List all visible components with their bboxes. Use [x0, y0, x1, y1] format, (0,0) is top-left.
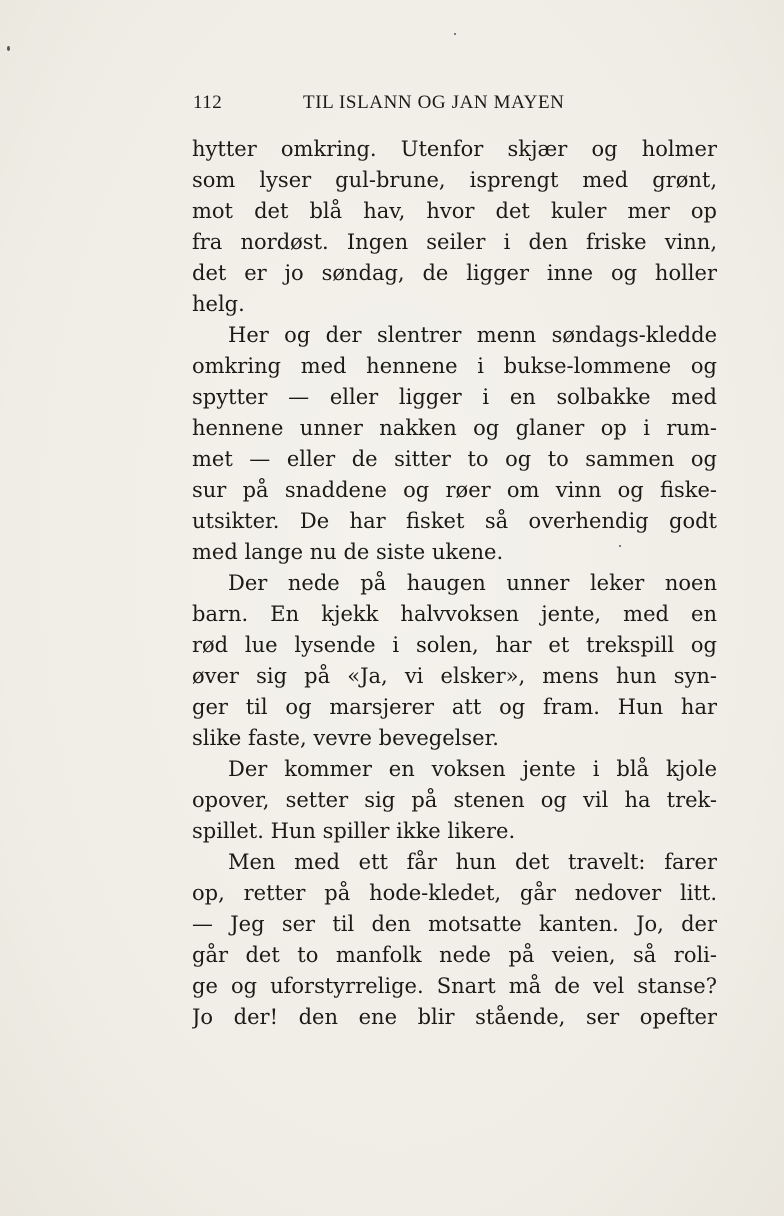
text-line: rød lue lysende i solen, har et trekspill og [192, 633, 717, 657]
text-line: Jo der! den ene blir stående, ser opefter [192, 1005, 717, 1029]
text-line: det er jo søndag, de ligger inne og holler [192, 261, 717, 285]
text-line: slike faste, vevre bevegelser. [192, 726, 499, 750]
page-number: 112 [193, 92, 223, 113]
text-line: hytter omkring. Utenfor skjær og holmer [192, 137, 717, 161]
text-line: som lyser gul-brune, isprengt med grønt, [192, 168, 717, 192]
text-line: hennene unner nakken og glaner op i rum- [192, 416, 717, 440]
running-head: TIL ISLANN OG JAN MAYEN [303, 92, 565, 113]
text-line: spytter — eller ligger i en solbakke med [192, 385, 717, 409]
text-line: op, retter på hode-kledet, går nedover litt. [192, 881, 717, 905]
text-line: Der nede på haugen unner leker noen [228, 571, 717, 595]
text-line: omkring med hennene i bukse-lommene og [192, 354, 717, 378]
text-line: går det to manfolk nede på veien, så roli- [192, 943, 717, 967]
text-line: sur på snaddene og røer om vinn og fiske- [192, 478, 717, 502]
body-text [192, 134, 717, 1033]
text-line: spillet. Hun spiller ikke likere. [192, 819, 516, 843]
text-line: med lange nu de siste ukene. [192, 540, 504, 564]
text-line: mot det blå hav, hvor det kuler mer op [192, 199, 717, 223]
text-line: — Jeg ser til den motsatte kanten. Jo, der [192, 912, 717, 936]
text-line: øver sig på «Ja, vi elsker», mens hun syn- [192, 664, 717, 688]
text-line: opover, setter sig på stenen og vil ha trek- [192, 788, 717, 812]
text-line: Der kommer en voksen jente i blå kjole [228, 757, 717, 781]
text-line: met — eller de sitter to og to sammen og [192, 447, 717, 471]
text-line: ge og uforstyrrelige. Snart må de vel stanse? [192, 974, 717, 998]
page-header [193, 92, 613, 116]
text-line: utsikter. De har fisket så overhendig godt [192, 509, 717, 533]
ink-speck [454, 33, 456, 35]
text-line: barn. En kjekk halvvoksen jente, med en [192, 602, 717, 626]
text-line: helg. [192, 292, 245, 316]
text-line: ger til og marsjerer att og fram. Hun har [192, 695, 717, 719]
text-line: Men med ett får hun det travelt: farer [228, 850, 717, 874]
text-line: Her og der slentrer menn søndags-kledde [228, 323, 717, 347]
ink-speck [7, 46, 10, 51]
text-line: fra nordøst. Ingen seiler i den friske vinn, [192, 230, 717, 254]
